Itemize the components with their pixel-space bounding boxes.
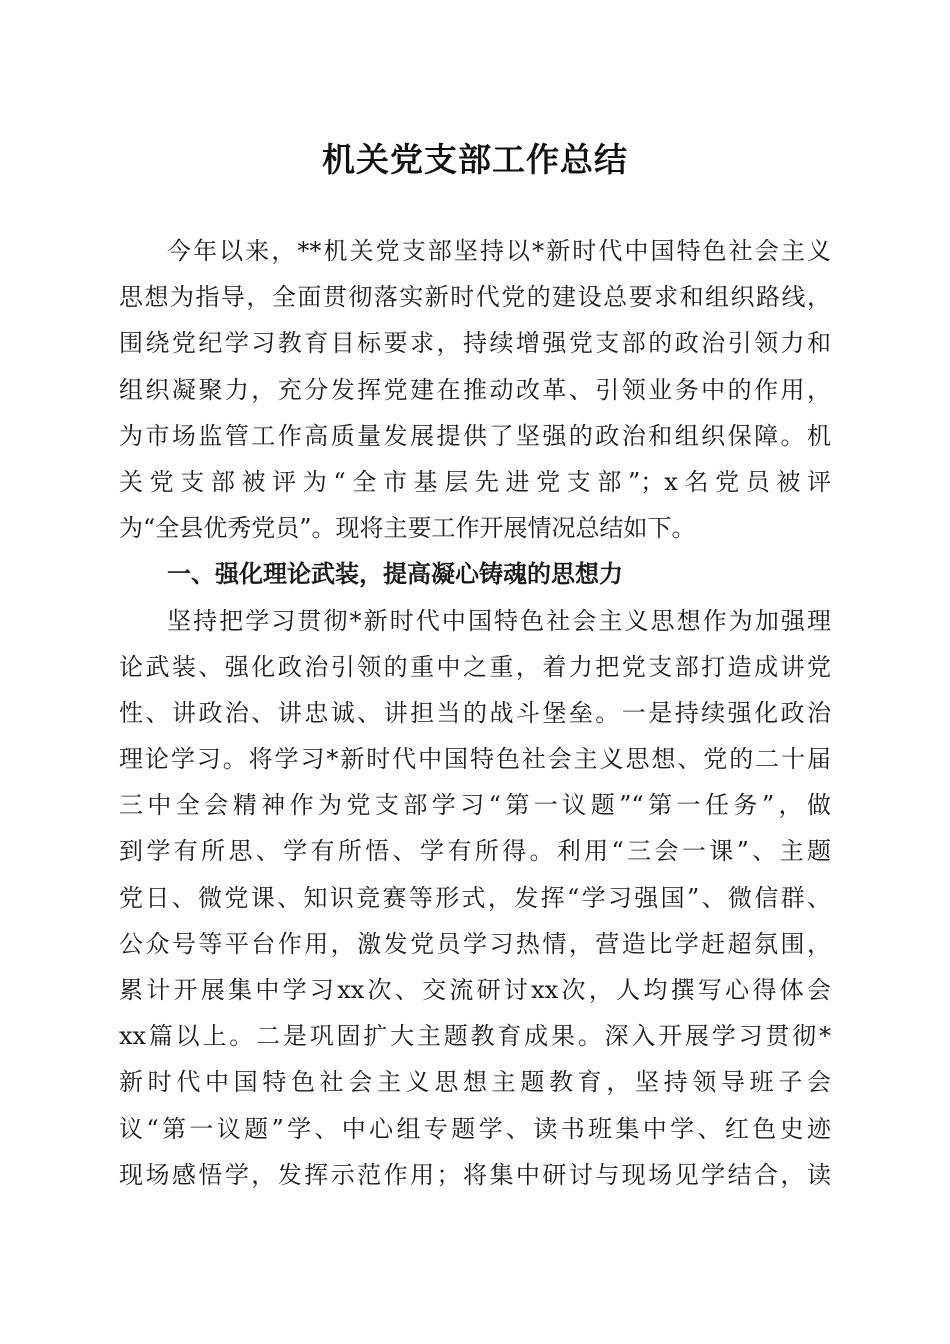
text-line: 到学有所思、学有所悟、学有所得。利用“三会一课”、主题 [119, 837, 831, 866]
text-line: 理论学习。将学习*新时代中国特色社会主义思想、党的二十届 [119, 745, 831, 774]
text-line: 组织凝聚力，充分发挥党建在推动改革、引领业务中的作用， [119, 375, 831, 404]
section-heading: 一、强化理论武装，提高凝心铸魂的思想力 [167, 560, 623, 589]
text-line: 今年以来，**机关党支部坚持以*新时代中国特色社会主义 [167, 237, 831, 265]
text-line: 为“全县优秀党员”。现将主要工作开展情况总结如下。 [119, 514, 696, 543]
text-line: 三中全会精神作为党支部学习“第一议题”“第一任务”，做 [119, 791, 831, 820]
intro-paragraph [119, 228, 831, 1198]
text-line: 思想为指导，全面贯彻落实新时代党的建设总要求和组织路线， [119, 283, 831, 312]
text-line: 党日、微党课、知识竞赛等形式，发挥“学习强国”、微信群、 [119, 883, 831, 912]
text-line: 现场感悟学，发挥示范作用；将集中研讨与现场见学结合，读 [119, 1160, 831, 1189]
text-line: 论武装、强化政治引领的重中之重，着力把党支部打造成讲党 [119, 652, 831, 681]
text-line: 关党支部被评为“全市基层先进党支部”；x名党员被评 [119, 467, 831, 496]
text-line: 新时代中国特色社会主义思想主题教育，坚持领导班子会 [119, 1068, 831, 1097]
text-line: 议“第一议题”学、中心组专题学、读书班集中学、红色史迹 [119, 1114, 831, 1143]
text-line: 坚持把学习贯彻*新时代中国特色社会主义思想作为加强理 [167, 606, 831, 635]
text-line: 围绕党纪学习教育目标要求，持续增强党支部的政治引领力和 [119, 329, 831, 358]
text-line: xx篇以上。二是巩固扩大主题教育成果。深入开展学习贯彻* [119, 1022, 831, 1051]
text-line: 公众号等平台作用，激发党员学习热情，营造比学赶超氛围， [119, 929, 831, 958]
page-title: 机关党支部工作总结 [322, 140, 628, 179]
text-line: 为市场监管工作高质量发展提供了坚强的政治和组织保障。机 [119, 421, 831, 450]
text-line: 累计开展集中学习xx次、交流研讨xx次，人均撰写心得体会 [119, 976, 831, 1004]
text-line: 性、讲政治、讲忠诚、讲担当的战斗堡垒。一是持续强化政治 [119, 698, 831, 727]
